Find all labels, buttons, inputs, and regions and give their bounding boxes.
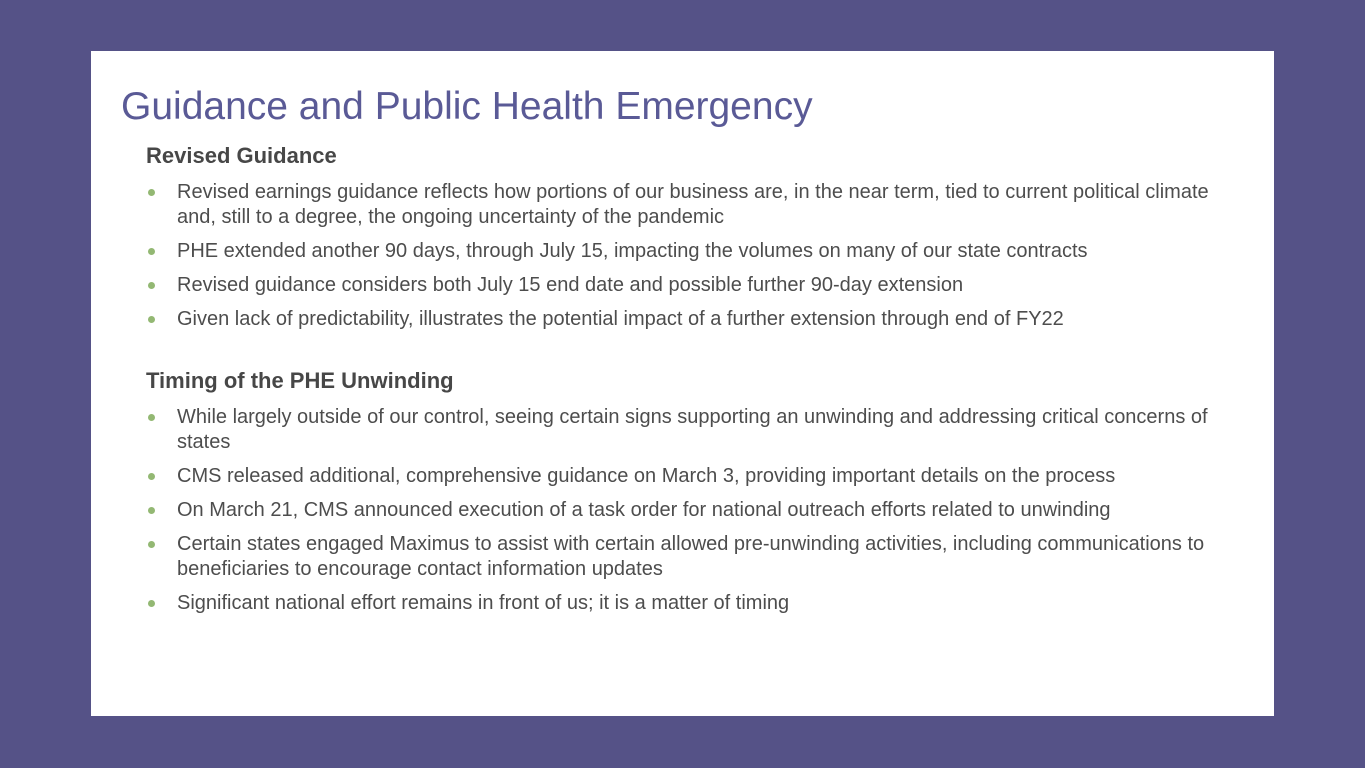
slide-title: Guidance and Public Health Emergency xyxy=(121,85,813,128)
bullet-item: Significant national effort remains in front of us; it is a matter of timing xyxy=(146,591,1244,616)
section-heading-revised-guidance: Revised Guidance xyxy=(146,143,337,168)
slide-content xyxy=(146,143,1244,616)
bullet-item: While largely outside of our control, seeing certain signs supporting an unwinding and addressing critical concerns of states xyxy=(146,405,1244,455)
section-heading-phe-unwinding: Timing of the PHE Unwinding xyxy=(146,368,454,393)
bullet-list-phe-unwinding xyxy=(146,405,1244,616)
bullet-item: PHE extended another 90 days, through July 15, impacting the volumes on many of our state contracts xyxy=(146,239,1244,264)
presentation-slide xyxy=(91,51,1274,716)
section-revised-guidance xyxy=(146,143,1244,332)
bullet-list-revised-guidance xyxy=(146,180,1244,332)
bullet-item: Certain states engaged Maximus to assist with certain allowed pre-unwinding activities, including communications to beneficiaries to encourage contact information updates xyxy=(146,532,1244,582)
section-phe-unwinding xyxy=(146,368,1244,616)
bullet-item: CMS released additional, comprehensive guidance on March 3, providing important details on the process xyxy=(146,464,1244,489)
bullet-item: Revised guidance considers both July 15 end date and possible further 90-day extension xyxy=(146,273,1244,298)
bullet-item: On March 21, CMS announced execution of a task order for national outreach efforts related to unwinding xyxy=(146,498,1244,523)
bullet-item: Revised earnings guidance reflects how portions of our business are, in the near term, tied to current political climate and, still to a degree, the ongoing uncertainty of the pandemic xyxy=(146,180,1244,230)
bullet-item: Given lack of predictability, illustrates the potential impact of a further extension through end of FY22 xyxy=(146,307,1244,332)
